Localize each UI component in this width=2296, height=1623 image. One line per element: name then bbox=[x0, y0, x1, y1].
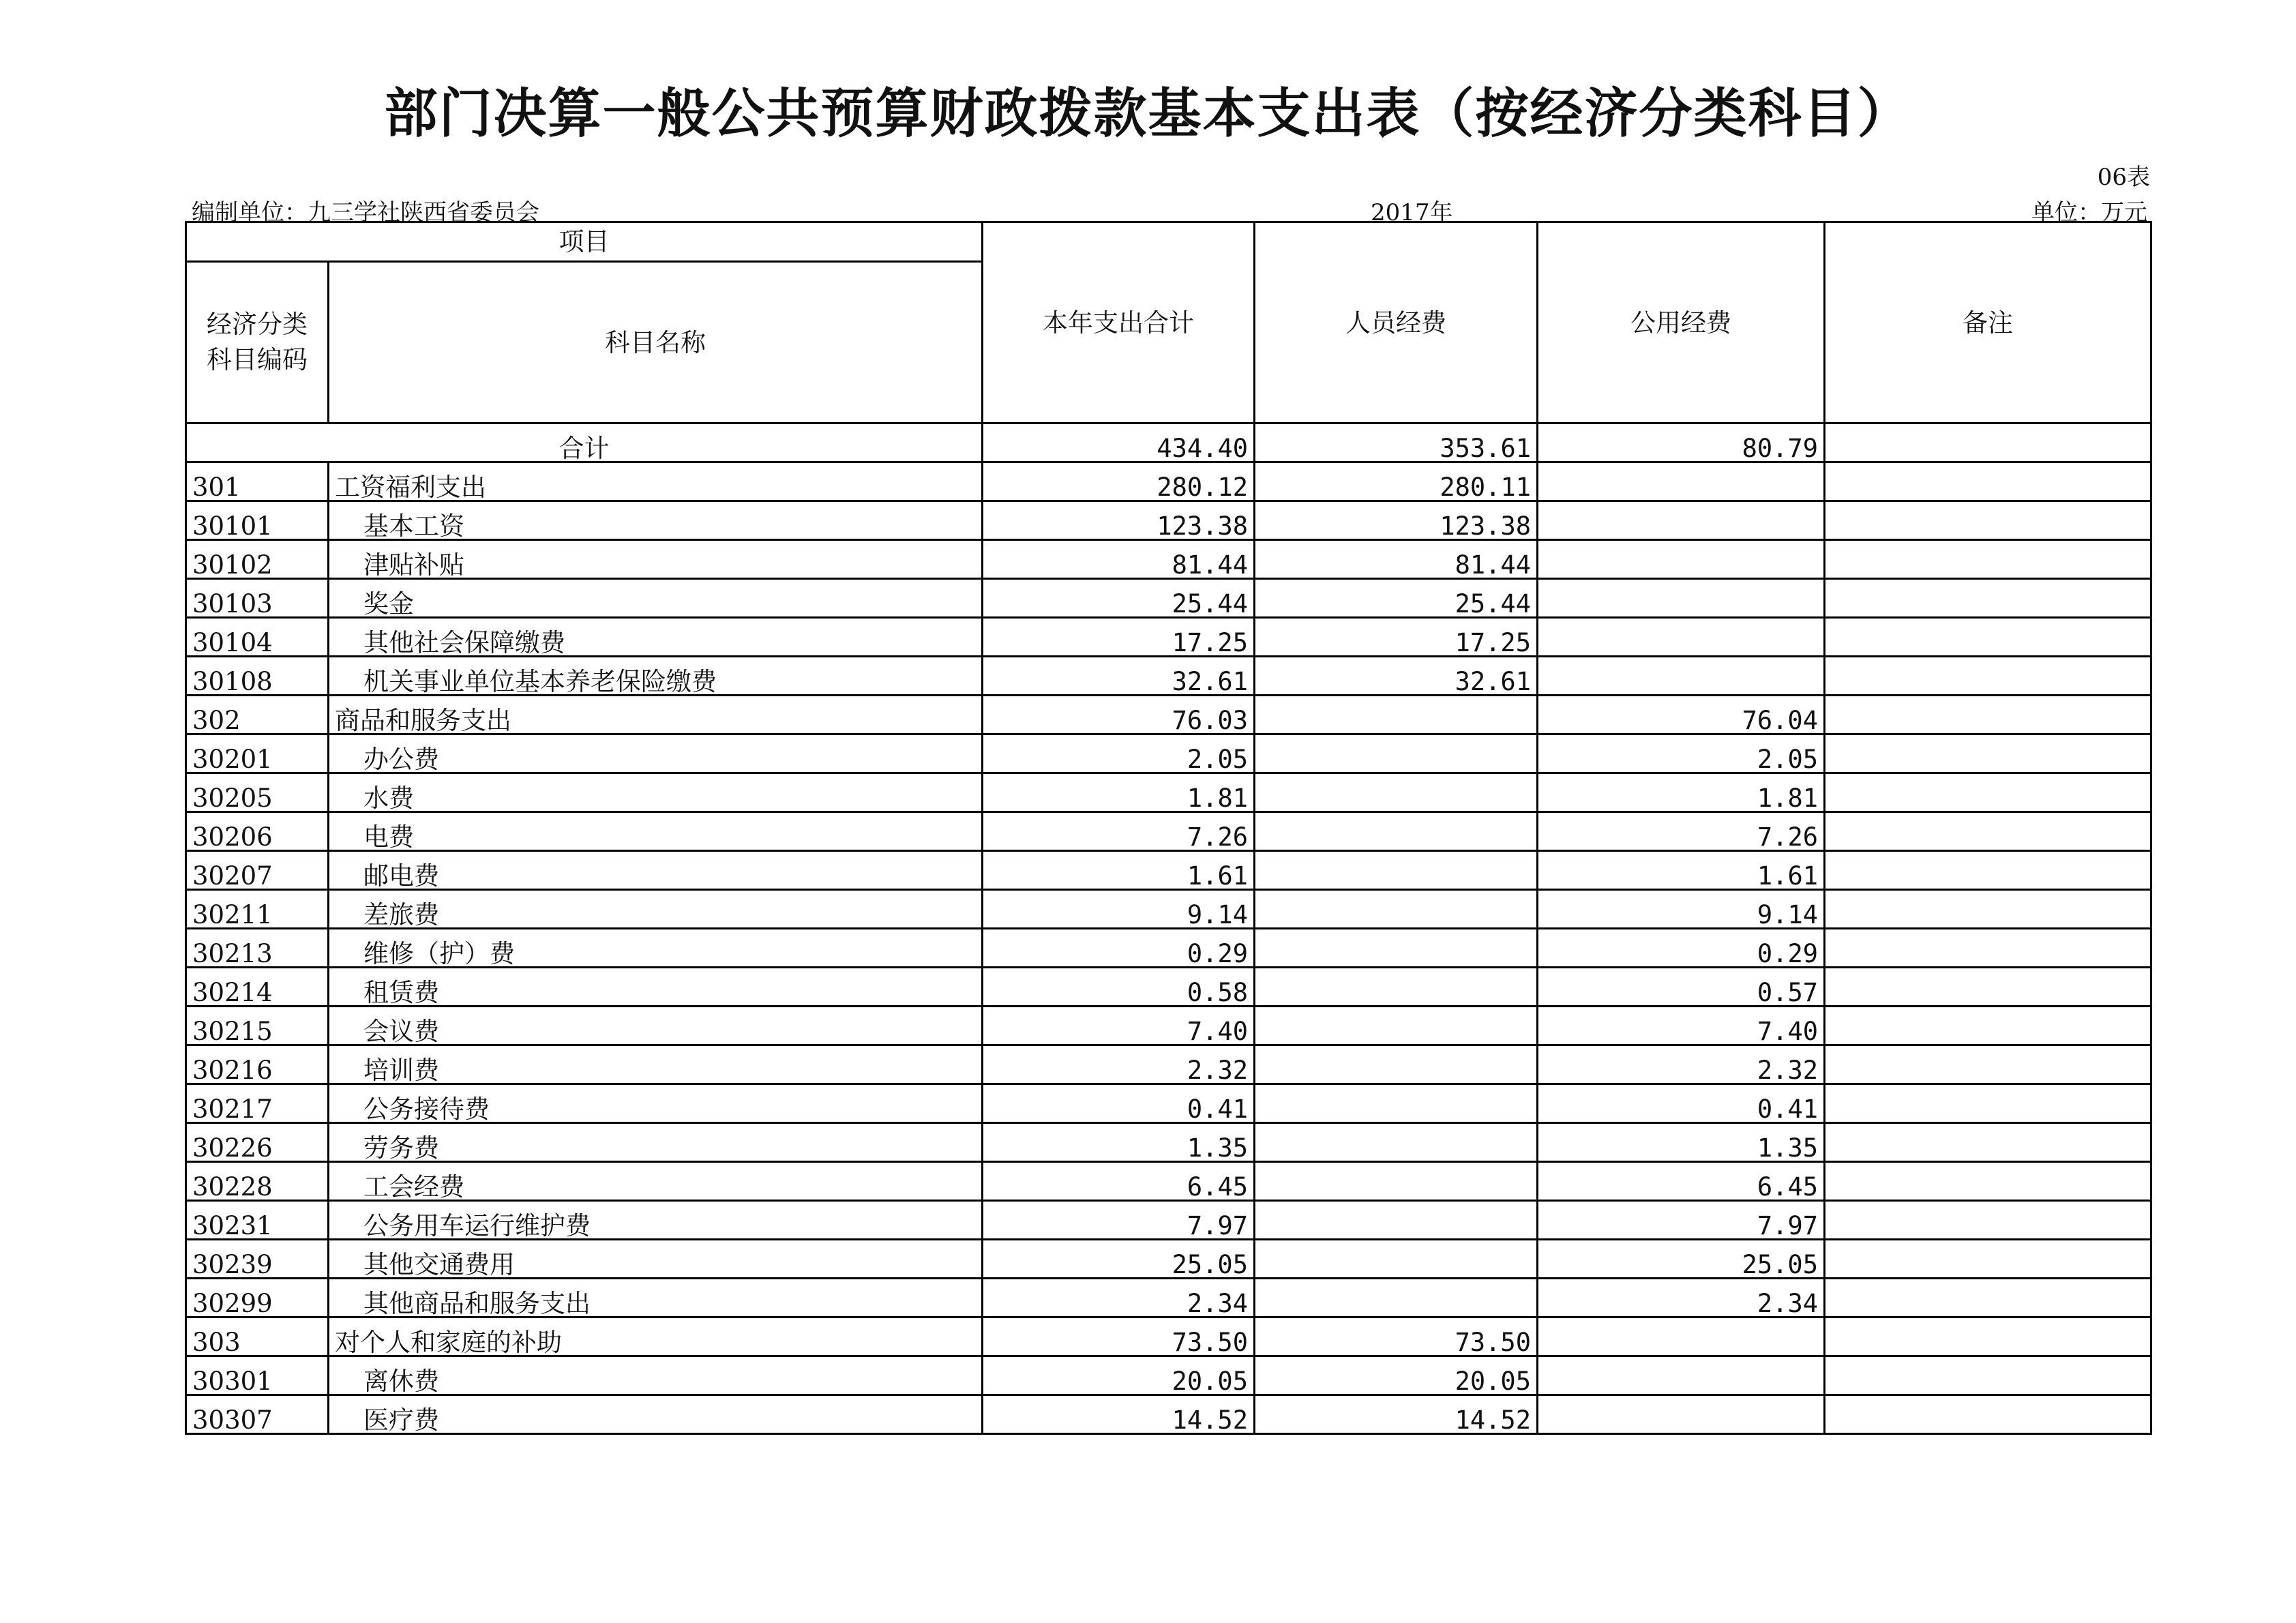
summary-row bbox=[186, 423, 2151, 462]
row-total: 123.38 bbox=[983, 501, 1255, 540]
page-title: 部门决算一般公共预算财政拨款基本支出表（按经济分类科目） bbox=[384, 83, 1912, 145]
row-public: 7.40 bbox=[1538, 1007, 1825, 1045]
row-personnel bbox=[1255, 1240, 1538, 1279]
row-total: 81.44 bbox=[983, 540, 1255, 579]
row-remark bbox=[1825, 462, 2151, 501]
row-total: 6.45 bbox=[983, 1162, 1255, 1201]
row-code: 30201 bbox=[186, 734, 329, 773]
row-remark bbox=[1825, 1084, 2151, 1123]
row-personnel bbox=[1255, 1007, 1538, 1045]
row-public bbox=[1538, 1356, 1825, 1395]
row-public: 2.05 bbox=[1538, 734, 1825, 773]
row-total: 2.34 bbox=[983, 1279, 1255, 1317]
table-row bbox=[186, 1317, 2151, 1356]
row-code: 30214 bbox=[186, 968, 329, 1007]
row-name: 会议费 bbox=[329, 1007, 983, 1045]
table-row bbox=[186, 1395, 2151, 1434]
row-code: 30207 bbox=[186, 851, 329, 890]
table-row bbox=[186, 1279, 2151, 1317]
row-personnel: 280.11 bbox=[1255, 462, 1538, 501]
row-remark bbox=[1825, 1356, 2151, 1395]
row-name: 离休费 bbox=[329, 1356, 983, 1395]
row-remark bbox=[1825, 657, 2151, 696]
row-personnel bbox=[1255, 812, 1538, 851]
row-personnel: 81.44 bbox=[1255, 540, 1538, 579]
form-number: 06表 bbox=[2097, 164, 2150, 191]
row-personnel bbox=[1255, 929, 1538, 968]
row-name: 维修（护）费 bbox=[329, 929, 983, 968]
row-remark bbox=[1825, 1045, 2151, 1084]
row-code: 30211 bbox=[186, 890, 329, 929]
row-name: 办公费 bbox=[329, 734, 983, 773]
row-personnel bbox=[1255, 1279, 1538, 1317]
row-name: 商品和服务支出 bbox=[329, 696, 983, 734]
row-personnel bbox=[1255, 1084, 1538, 1123]
table-row bbox=[186, 851, 2151, 890]
row-total: 14.52 bbox=[983, 1395, 1255, 1434]
report-meta bbox=[185, 190, 2150, 226]
row-personnel: 20.05 bbox=[1255, 1356, 1538, 1395]
row-personnel bbox=[1255, 1045, 1538, 1084]
row-total: 0.41 bbox=[983, 1084, 1255, 1123]
row-total: 73.50 bbox=[983, 1317, 1255, 1356]
table-row bbox=[186, 812, 2151, 851]
row-code: 30217 bbox=[186, 1084, 329, 1123]
row-code: 30231 bbox=[186, 1201, 329, 1240]
row-name: 其他交通费用 bbox=[329, 1240, 983, 1279]
row-remark bbox=[1825, 1007, 2151, 1045]
row-total: 17.25 bbox=[983, 618, 1255, 657]
row-name: 对个人和家庭的补助 bbox=[329, 1317, 983, 1356]
table-row bbox=[186, 540, 2151, 579]
row-name: 基本工资 bbox=[329, 501, 983, 540]
row-code: 30228 bbox=[186, 1162, 329, 1201]
row-public bbox=[1538, 501, 1825, 540]
table-row bbox=[186, 734, 2151, 773]
row-code: 30239 bbox=[186, 1240, 329, 1279]
row-public: 0.29 bbox=[1538, 929, 1825, 968]
row-total: 7.40 bbox=[983, 1007, 1255, 1045]
row-code: 30226 bbox=[186, 1123, 329, 1162]
table-row bbox=[186, 1084, 2151, 1123]
row-code: 30215 bbox=[186, 1007, 329, 1045]
row-name: 公务接待费 bbox=[329, 1084, 983, 1123]
header-total: 本年支出合计 bbox=[983, 222, 1255, 423]
row-personnel: 123.38 bbox=[1255, 501, 1538, 540]
row-total: 7.26 bbox=[983, 812, 1255, 851]
table-row bbox=[186, 1162, 2151, 1201]
row-code: 30206 bbox=[186, 812, 329, 851]
row-remark bbox=[1825, 1279, 2151, 1317]
row-public: 9.14 bbox=[1538, 890, 1825, 929]
summary-personnel: 353.61 bbox=[1255, 423, 1538, 462]
table-row bbox=[186, 657, 2151, 696]
row-total: 32.61 bbox=[983, 657, 1255, 696]
row-code: 30301 bbox=[186, 1356, 329, 1395]
table-row bbox=[186, 696, 2151, 734]
table-row bbox=[186, 1201, 2151, 1240]
row-public bbox=[1538, 618, 1825, 657]
row-personnel: 25.44 bbox=[1255, 579, 1538, 618]
table-row bbox=[186, 929, 2151, 968]
row-code: 30307 bbox=[186, 1395, 329, 1434]
row-remark bbox=[1825, 540, 2151, 579]
row-public: 7.26 bbox=[1538, 812, 1825, 851]
row-public bbox=[1538, 1317, 1825, 1356]
row-total: 25.05 bbox=[983, 1240, 1255, 1279]
row-personnel bbox=[1255, 851, 1538, 890]
row-public bbox=[1538, 1395, 1825, 1434]
row-personnel: 14.52 bbox=[1255, 1395, 1538, 1434]
row-personnel: 73.50 bbox=[1255, 1317, 1538, 1356]
row-name: 租赁费 bbox=[329, 968, 983, 1007]
row-remark bbox=[1825, 1123, 2151, 1162]
row-code: 30101 bbox=[186, 501, 329, 540]
row-code: 302 bbox=[186, 696, 329, 734]
row-remark bbox=[1825, 734, 2151, 773]
table-row bbox=[186, 1356, 2151, 1395]
row-total: 280.12 bbox=[983, 462, 1255, 501]
expenditure-table bbox=[185, 221, 2152, 1435]
row-code: 303 bbox=[186, 1317, 329, 1356]
row-remark bbox=[1825, 1240, 2151, 1279]
row-public bbox=[1538, 579, 1825, 618]
row-public: 1.81 bbox=[1538, 773, 1825, 812]
row-remark bbox=[1825, 618, 2151, 657]
table-row bbox=[186, 618, 2151, 657]
row-remark bbox=[1825, 579, 2151, 618]
row-code: 30103 bbox=[186, 579, 329, 618]
summary-total: 434.40 bbox=[983, 423, 1255, 462]
row-remark bbox=[1825, 501, 2151, 540]
row-total: 7.97 bbox=[983, 1201, 1255, 1240]
row-code: 30205 bbox=[186, 773, 329, 812]
table-row bbox=[186, 501, 2151, 540]
row-total: 0.58 bbox=[983, 968, 1255, 1007]
row-name: 其他社会保障缴费 bbox=[329, 618, 983, 657]
row-personnel bbox=[1255, 1201, 1538, 1240]
row-name: 其他商品和服务支出 bbox=[329, 1279, 983, 1317]
row-public: 1.35 bbox=[1538, 1123, 1825, 1162]
row-remark bbox=[1825, 1162, 2151, 1201]
header-name: 科目名称 bbox=[329, 262, 983, 423]
report-year: 2017年 bbox=[1371, 199, 1453, 226]
row-name: 机关事业单位基本养老保险缴费 bbox=[329, 657, 983, 696]
row-remark bbox=[1825, 773, 2151, 812]
row-name: 工资福利支出 bbox=[329, 462, 983, 501]
row-public: 7.97 bbox=[1538, 1201, 1825, 1240]
row-personnel bbox=[1255, 1123, 1538, 1162]
row-personnel bbox=[1255, 696, 1538, 734]
row-personnel bbox=[1255, 734, 1538, 773]
row-public: 0.41 bbox=[1538, 1084, 1825, 1123]
header-row-item bbox=[186, 222, 2151, 262]
table-body bbox=[186, 462, 2151, 1434]
row-name: 水费 bbox=[329, 773, 983, 812]
row-code: 30102 bbox=[186, 540, 329, 579]
summary-remark bbox=[1825, 423, 2151, 462]
row-total: 76.03 bbox=[983, 696, 1255, 734]
row-code: 30299 bbox=[186, 1279, 329, 1317]
table-row bbox=[186, 1240, 2151, 1279]
row-code: 30213 bbox=[186, 929, 329, 968]
row-code: 30216 bbox=[186, 1045, 329, 1084]
header-personnel: 人员经费 bbox=[1255, 222, 1538, 423]
row-personnel bbox=[1255, 773, 1538, 812]
row-public: 1.61 bbox=[1538, 851, 1825, 890]
row-public bbox=[1538, 540, 1825, 579]
header-remark: 备注 bbox=[1825, 222, 2151, 423]
row-name: 劳务费 bbox=[329, 1123, 983, 1162]
table-row bbox=[186, 579, 2151, 618]
row-name: 差旅费 bbox=[329, 890, 983, 929]
row-total: 0.29 bbox=[983, 929, 1255, 968]
row-code: 30108 bbox=[186, 657, 329, 696]
header-code: 经济分类科目编码 bbox=[186, 262, 329, 423]
currency-unit: 单位：万元 bbox=[2031, 199, 2147, 226]
row-public: 2.34 bbox=[1538, 1279, 1825, 1317]
table-row bbox=[186, 968, 2151, 1007]
summary-public: 80.79 bbox=[1538, 423, 1825, 462]
row-public: 76.04 bbox=[1538, 696, 1825, 734]
row-name: 邮电费 bbox=[329, 851, 983, 890]
row-name: 电费 bbox=[329, 812, 983, 851]
row-total: 9.14 bbox=[983, 890, 1255, 929]
row-public: 2.32 bbox=[1538, 1045, 1825, 1084]
row-personnel bbox=[1255, 1162, 1538, 1201]
row-remark bbox=[1825, 851, 2151, 890]
table-row bbox=[186, 462, 2151, 501]
row-personnel bbox=[1255, 890, 1538, 929]
row-name: 津贴补贴 bbox=[329, 540, 983, 579]
table-row bbox=[186, 1007, 2151, 1045]
row-code: 30104 bbox=[186, 618, 329, 657]
row-name: 奖金 bbox=[329, 579, 983, 618]
header-item: 项目 bbox=[186, 222, 983, 262]
row-name: 公务用车运行维护费 bbox=[329, 1201, 983, 1240]
row-remark bbox=[1825, 812, 2151, 851]
row-personnel: 32.61 bbox=[1255, 657, 1538, 696]
table-row bbox=[186, 1123, 2151, 1162]
summary-label: 合计 bbox=[186, 423, 983, 462]
row-total: 2.32 bbox=[983, 1045, 1255, 1084]
row-remark bbox=[1825, 696, 2151, 734]
row-total: 1.81 bbox=[983, 773, 1255, 812]
table-row bbox=[186, 890, 2151, 929]
row-total: 25.44 bbox=[983, 579, 1255, 618]
row-public bbox=[1538, 657, 1825, 696]
row-public: 6.45 bbox=[1538, 1162, 1825, 1201]
row-personnel: 17.25 bbox=[1255, 618, 1538, 657]
row-public: 25.05 bbox=[1538, 1240, 1825, 1279]
row-total: 1.61 bbox=[983, 851, 1255, 890]
row-public bbox=[1538, 462, 1825, 501]
table-row bbox=[186, 1045, 2151, 1084]
row-total: 1.35 bbox=[983, 1123, 1255, 1162]
row-total: 2.05 bbox=[983, 734, 1255, 773]
row-remark bbox=[1825, 968, 2151, 1007]
row-total: 20.05 bbox=[983, 1356, 1255, 1395]
row-remark bbox=[1825, 1201, 2151, 1240]
row-personnel bbox=[1255, 968, 1538, 1007]
compiler-unit: 编制单位：九三学社陕西省委员会 bbox=[192, 199, 539, 226]
row-remark bbox=[1825, 890, 2151, 929]
row-remark bbox=[1825, 929, 2151, 968]
row-name: 培训费 bbox=[329, 1045, 983, 1084]
row-remark bbox=[1825, 1317, 2151, 1356]
row-remark bbox=[1825, 1395, 2151, 1434]
row-name: 工会经费 bbox=[329, 1162, 983, 1201]
row-code: 301 bbox=[186, 462, 329, 501]
header-public: 公用经费 bbox=[1538, 222, 1825, 423]
table-row bbox=[186, 773, 2151, 812]
row-name: 医疗费 bbox=[329, 1395, 983, 1434]
row-public: 0.57 bbox=[1538, 968, 1825, 1007]
